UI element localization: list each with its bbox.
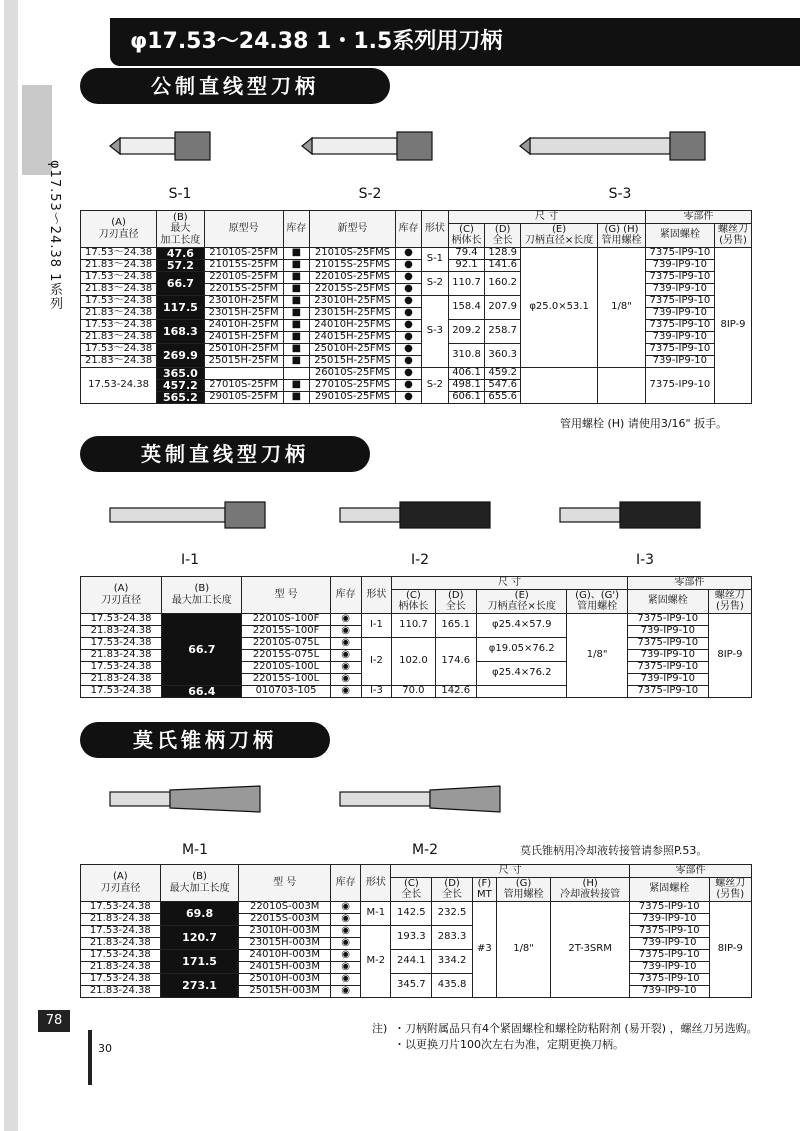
morse-note: 莫氏锥柄用冷却液转接管请参照P.53。 bbox=[520, 844, 708, 857]
table-row: 17.53～24.38 117.5 23010H-25FM ■ 23010H-25FMS ● S-3 158.4 207.9 7375-IP9-10 bbox=[81, 295, 752, 307]
section-title-inch: 英制直线型刀柄 bbox=[80, 436, 370, 472]
col-a: (A) 刀刃直径 bbox=[81, 211, 157, 248]
col-c: (C) 柄体长 bbox=[448, 223, 485, 247]
col-old: 原型号 bbox=[204, 211, 283, 248]
table-row: 17.53～24.38 269.9 25010H-25FM ■ 25010H-25FMS ● 310.8 360.3 7375-IP9-10 bbox=[81, 343, 752, 355]
caption-s2: S-2 bbox=[358, 186, 382, 202]
caption-s3: S-3 bbox=[608, 186, 632, 202]
page-number: 78 bbox=[38, 1010, 70, 1032]
footnote-1: ・刀柄附属品只有4个紧固螺栓和螺栓防粘附剂 (易开裂) ，螺丝刀另选购。 bbox=[394, 1022, 758, 1035]
col-shape: 形状 bbox=[422, 211, 448, 248]
table-row: 17.53-24.38 22010S-075L ◉ I-2 102.0 174.6 φ19.05×76.2 7375-IP9-10 bbox=[81, 637, 752, 649]
col-b: (B) 最大 加工长度 bbox=[157, 211, 204, 248]
table-row: 21.83-24.38 25015H-003M ◉ 739-IP9-10 bbox=[81, 985, 752, 997]
table-row: 21.83-24.38 24015H-003M ◉ 739-IP9-10 bbox=[81, 961, 752, 973]
caption-i2: I-2 bbox=[410, 552, 430, 568]
left-margin-bar bbox=[4, 0, 18, 1131]
caption-m2: M-2 bbox=[411, 842, 439, 858]
morse-table: (A) 刀刃直径 (B) 最大加工长度 型 号 库存 形状 尺 寸 零部件 (C) 全长 (D) 全长 (F) MT (G) 管用螺栓 (H) 冷却液转接管 紧固螺栓 螺丝刀 (另售) 17.53-24.38 69.8 22010S-003M ◉ M-1 142.5 232.5 #3 1/8" 2T-3SRM 7375-IP9-10 8IP-9 21.83-24.38 22015S-003M ◉ 739-IP9-10 17.53-24.38 120.7 23010H-003M ◉ M-2 193.3 283.3 7375-IP9-10 21.83-24.38 23015H-003M ◉ 739-IP9-10 17.53-24.38 171.5 24010H-003M ◉ 244.1 334.2 7375-IP9-10 21.83-24.38 24015H-003M ◉ 739-IP9-10 17.53-24.38 273.1 25010H-003M ◉ 345.7 435.8 7375-IP9-10 21.83-24.38 25015H-003M ◉ 739-IP9-10 bbox=[80, 864, 752, 998]
table-row: 17.53-24.38 120.7 23010H-003M ◉ M-2 193.3 283.3 7375-IP9-10 bbox=[81, 925, 752, 937]
table-row: 565.2 29010S-25FM ■ 29010S-25FMS ● 606.1 655.6 bbox=[81, 391, 752, 403]
table-row: 21.83-24.38 22015S-003M ◉ 739-IP9-10 bbox=[81, 913, 752, 925]
table-row: 17.53-24.38 22010S-100L ◉ φ25.4×76.2 7375-IP9-10 bbox=[81, 661, 752, 673]
table-row: 21.83～24.38 24015H-25FM ■ 24015H-25FMS ● 739-IP9-10 bbox=[81, 331, 752, 343]
table-row: 17.53-24.38 66.7 22010S-100F ◉ I-1 110.7 165.1 φ25.4×57.9 1/8" 7375-IP9-10 8IP-9 bbox=[81, 613, 752, 625]
metric-note: 管用螺栓 (H) 请使用3/16" 扳手。 bbox=[560, 417, 728, 430]
metric-table bbox=[80, 210, 752, 404]
col-cutter: 螺丝刀 (另售) bbox=[715, 223, 752, 247]
table-row: 17.53-24.38 66.4 010703-105 ◉ I-3 70.0 142.6 7375-IP9-10 bbox=[81, 685, 752, 697]
section-title-metric: 公制直线型刀柄 bbox=[80, 68, 390, 104]
table-row: 21.83-24.38 22015S-100L ◉ 739-IP9-10 bbox=[81, 673, 752, 685]
table-row: 21.83～24.38 25015H-25FM ■ 25015H-25FMS ● 739-IP9-10 bbox=[81, 355, 752, 367]
col-gh: (G) (H) 管用螺栓 bbox=[598, 223, 645, 247]
caption-m1: M-1 bbox=[181, 842, 209, 858]
table-row: 17.53～24.38 168.3 24010H-25FM ■ 24010H-25FMS ● 209.2 258.7 7375-IP9-10 bbox=[81, 319, 752, 331]
table-row: 21.83-24.38 22015S-100F ◉ 739-IP9-10 bbox=[81, 625, 752, 637]
table-row: 457.2 27010S-25FM ■ 27010S-25FMS ● 498.1 547.6 bbox=[81, 379, 752, 391]
table-row: 21.83～24.38 57.2 21015S-25FM ■ 21015S-25FMS ● 92.1 141.6 739-IP9-10 bbox=[81, 259, 752, 271]
table-row: 21.83～24.38 22015S-25FM ■ 22015S-25FMS ● 739-IP9-10 bbox=[81, 283, 752, 295]
footnote-2: ・以更换刀片100次左右为准，定期更换刀柄。 bbox=[394, 1038, 624, 1051]
page-header: φ17.53～24.38 1・1.5系列用刀柄 bbox=[110, 18, 800, 66]
table-row: 17.53-24.38 365.0 26010S-25FMS ● S-2 406.1 459.2 7375-IP9-10 bbox=[81, 367, 752, 379]
col-new: 新型号 bbox=[310, 211, 396, 248]
footnote-label: 注) bbox=[372, 1022, 388, 1035]
caption-s1: S-1 bbox=[168, 186, 192, 202]
morse-shank-diagrams bbox=[90, 768, 550, 838]
table-row: 21.83-24.38 23015H-003M ◉ 739-IP9-10 bbox=[81, 937, 752, 949]
col-e: (E) 刀柄直径×长度 bbox=[520, 223, 597, 247]
table-row: 17.53-24.38 273.1 25010H-003M ◉ 345.7 435.8 7375-IP9-10 bbox=[81, 973, 752, 985]
col-stock1: 库存 bbox=[283, 211, 309, 248]
table-row: 17.53-24.38 69.8 22010S-003M ◉ M-1 142.5 232.5 #3 1/8" 2T-3SRM 7375-IP9-10 8IP-9 bbox=[81, 901, 752, 913]
col-parts: 零部件 bbox=[645, 211, 751, 224]
table-row: 21.83～24.38 23015H-25FM ■ 23015H-25FMS ● 739-IP9-10 bbox=[81, 307, 752, 319]
col-d: (D) 全长 bbox=[485, 223, 520, 247]
col-dims: 尺 寸 bbox=[448, 211, 645, 224]
table-row: 17.53～24.38 66.7 22010S-25FM ■ 22010S-25FMS ● S-2 110.7 160.2 7375-IP9-10 bbox=[81, 271, 752, 283]
footer-rule bbox=[88, 1030, 92, 1085]
col-screw: 紧固螺栓 bbox=[645, 223, 714, 247]
inch-table: (A) 刀刃直径 (B) 最大加工长度 型 号 库存 形状 尺 寸 零部件 (C) 柄体长 (D) 全长 (E) 刀柄直径×长度 (G)、(G') 管用螺栓 紧固螺栓 螺丝刀 (另售) 17.53-24.38 66.7 22010S-100F ◉ I-1 110.7 165.1 φ25.4×57.9 1/8" 7375-IP9-10 8IP-9 21.83-24.38 22015S-100F ◉ 739-IP9-10 17.53-24.38 22010S-075L ◉ I-2 102.0 174.6 φ19.05×76.2 7375-IP9-10 21.83-24.38 22015S-075L ◉ 739-IP9-10 17.53-24.38 22010S-100L ◉ φ25.4×76.2 7375-IP9-10 21.83-24.38 22015S-100L ◉ 739-IP9-10 17.53-24.38 66.4 010703-105 ◉ I-3 70.0 142.6 7375-IP9-10 bbox=[80, 576, 752, 698]
caption-i3: I-3 bbox=[635, 552, 655, 568]
section-title-morse: 莫氏锥柄刀柄 bbox=[80, 722, 330, 758]
col-stock2: 库存 bbox=[395, 211, 421, 248]
page-number-2: 30 bbox=[98, 1042, 112, 1055]
table-row: 21.83-24.38 22015S-075L ◉ 739-IP9-10 bbox=[81, 649, 752, 661]
side-label: φ17.53～24.38 1系列 bbox=[47, 160, 62, 311]
inch-shank-diagrams bbox=[90, 478, 750, 553]
table-row: 17.53-24.38 171.5 24010H-003M ◉ 244.1 334.2 7375-IP9-10 bbox=[81, 949, 752, 961]
table-row: 17.53～24.38 47.6 21010S-25FM ■ 21010S-25FMS ● S-1 79.4 128.9 φ25.0×53.1 1/8" 7375-IP9-10 8IP-9 bbox=[81, 247, 752, 259]
caption-i1: I-1 bbox=[180, 552, 200, 568]
